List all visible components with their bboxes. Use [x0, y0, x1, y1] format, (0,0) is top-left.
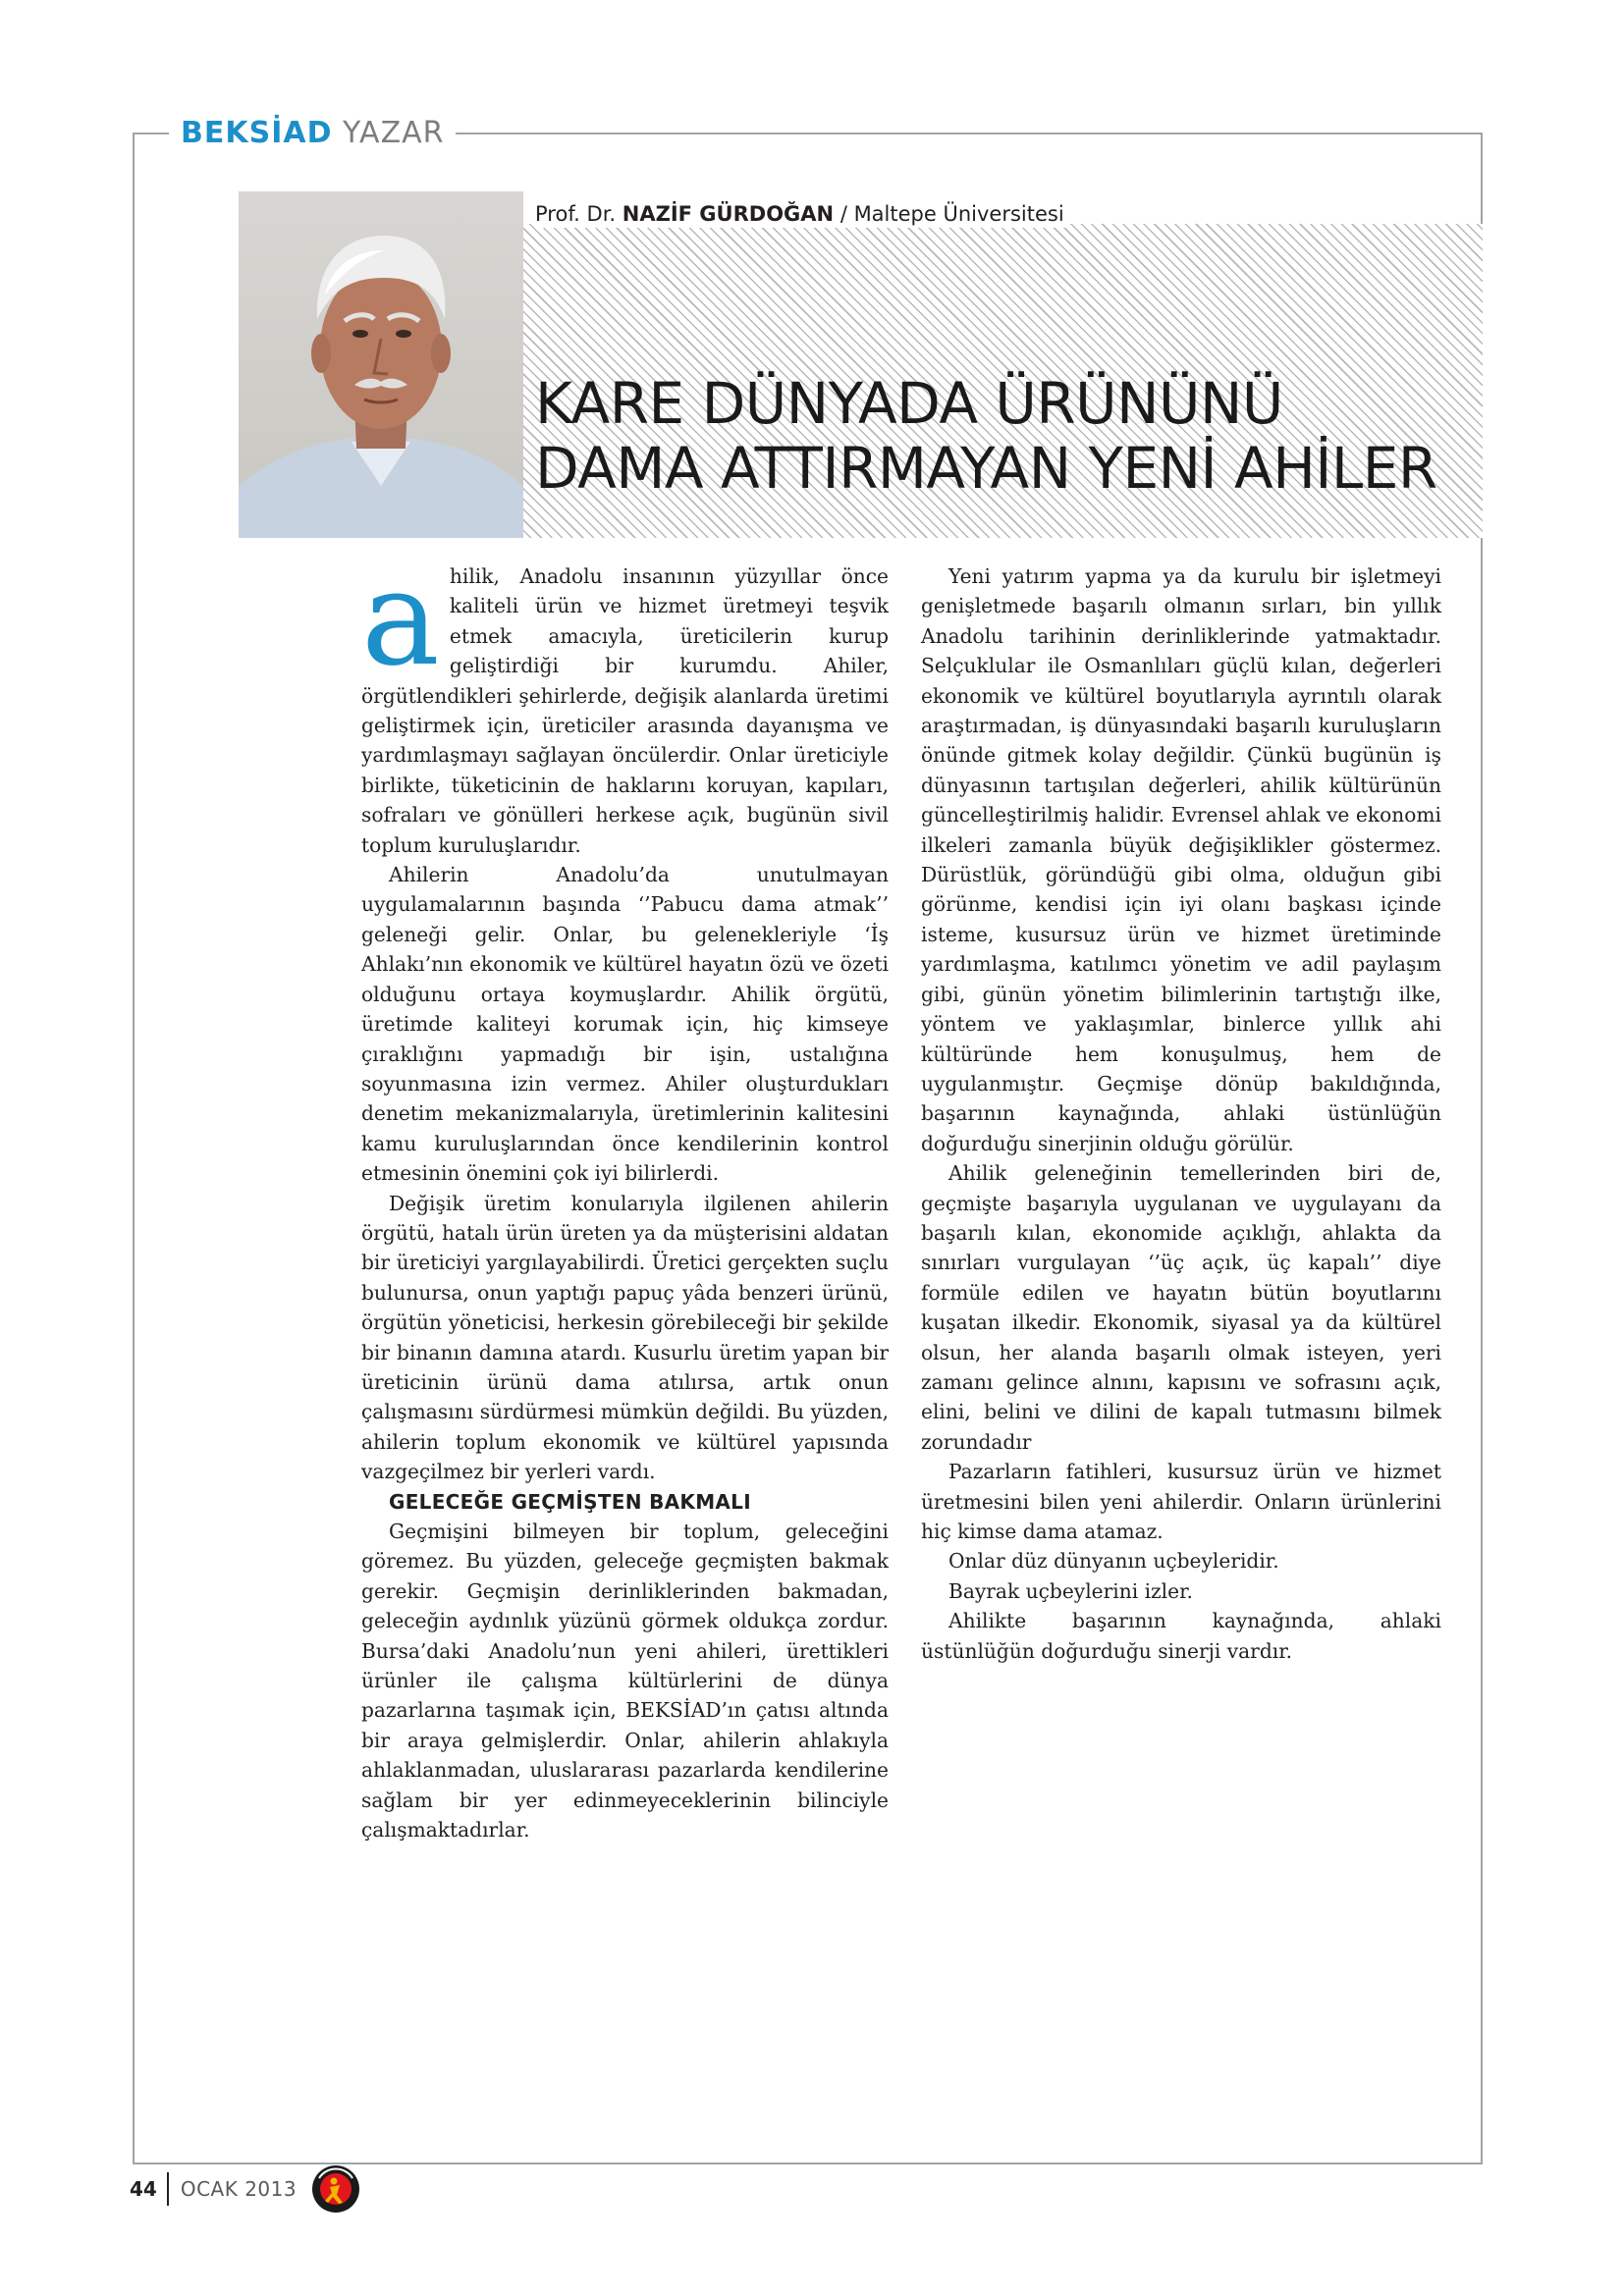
paragraph: hilik, Anadolu insanının yüzyıllar önce kaliteli ürün ve hizmet üretmeyi teşvik etmek amacıyla, üreticilerin kurup geliştirdiği bir kurumdu. Ahiler, örgütlendikleri şehirlerde, değişik alanlarda üretimi geliştirmek için, üreticiler arasında dayanışma ve yardımlaşmayı sağlayan öncülerdir. Onlar üreticiyle birlikte, tüketicinin de haklarını koruyan, kapıları, sofraları ve gönülleri herkese açık, bugünün sivil toplum kuruluşlarıdır.	[361, 564, 889, 857]
article-column-right	[921, 561, 1441, 1666]
author-photo	[239, 191, 523, 538]
paragraph: Bayrak uçbeylerini izler.	[948, 1578, 1193, 1603]
article-column-left	[361, 542, 889, 1844]
section-brand: BEKSİAD	[181, 116, 333, 150]
paragraph: Yeni yatırım yapma ya da kurulu bir işletmeyi genişletmede başarılı olmanın sırları, bin yıllık Anadolu tarihinin derinliklerinde yatmaktadır. Selçuklular ile Osmanlıları güçlü kılan, değerleri ekonomik ve kültürel boyutlarıyla ayrıntılı olarak araştırmadan, iş dünyasındaki başarılı kuruluşların önünde gitmek kolay değildir. Çünkü bugünün iş dünyasının tartışılan değerleri, ahilik kültürünün güncelleştirilmiş halidir. Evrensel ahlak ve ekonomi ilkeleri zamanla büyük değişiklikler göstermez. Dürüstlük, göründüğü gibi olma, olduğun gibi görünme, kendisi için iyi olanı başkası içinde isteme, kusursuz ürün ve hizmet üretiminde yardımlaşma, katılımcı yönetim ve adil paylaşım gibi, günün yönetim bilimlerinin tartıştığı ilke, yöntem ve yaklaşımlar, binlerce yıllık ahi kültüründe hem konuşulmuş, hem de uygulanmıştır. Geçmişe dönüp bakıldığında, başarının kaynağında, ahlaki üstünlüğün doğurduğu sinerjinin olduğu görülür.	[921, 564, 1441, 1155]
paragraph: Onlar düz dünyanın uçbeyleridir.	[948, 1549, 1279, 1574]
paragraph: Geçmişini bilmeyen bir toplum, geleceğini göremez. Bu yüzden, geleceğe geçmişten bakmak gerekir. Geçmişin derinliklerinden bakmadan, geleceğin aydınlık yüzünü görmek oldukça zordur. Bursa’daki Anadolu’nun yeni ahileri, ürettikleri ürünler ile çalışma kültürlerini de dünya pazarlarına taşımak için, BEKSİAD’ın çatısı altında bir araya gelmişlerdir. Onlar, ahilerin ahlakıyla ahlaklanmadan, uluslararası pazarlarda kendilerine sağlam bir yer edinmeyeceklerinin bilinciyle çalışmaktadırlar.	[361, 1520, 889, 1842]
footer-divider	[167, 2172, 169, 2206]
section-tag	[169, 112, 456, 155]
section-subheading: GELECEĞE GEÇMİŞTEN BAKMALI	[389, 1489, 751, 1514]
section-label: YAZAR	[343, 116, 445, 150]
paragraph: Ahilerin Anadolu’da unutulmayan uygulamalarının başında ‘’Pabucu dama atmak’’ geleneği gelir. Onlar, bu gelenekleriyle ‘İş Ahlakı’nın ekonomik ve kültürel hayatın özü ve özeti olduğunu ortaya koymuşlardır. Ahilik örgütü, üretimde kaliteyi korumak için, hiç kimseye çıraklığını yapmadığı bir işin, ustalığına soyunmasına izin vermez. Ahiler oluşturdukları denetim mekanizmalarıyla, üretimlerinin kalitesini kamu kuruluşlarından önce kendilerinin kontrol etmesinin önemini çok iyi bilirlerdi.	[361, 863, 889, 1186]
paragraph: Ahilik geleneğinin temellerinden biri de, geçmişte başarıyla uygulanan ve uygulayanı da başarılı kılan, ekonomide açıklığı, ahlakta da sınırları vurgulayan ‘’üç açık, üç kapalı’’ diye formüle edilen ve hayatın bütün boyutlarını kuşatan ilkedir. Ekonomik, siyasal ya da kültürel olsun, her alanda başarılı olmak isteyen, yeri zamanı gelince alnını, kapısını ve sofrasını açık, elini, belini ve dilini de kapalı tutmasını bilmek zorundadır	[921, 1161, 1441, 1454]
beksiad-logo-icon	[310, 2163, 361, 2215]
author-byline	[535, 200, 1070, 228]
author-title: Prof. Dr.	[535, 202, 617, 226]
paragraph: Ahilikte başarının kaynağında, ahlaki üstünlüğün doğurduğu sinerji vardır.	[921, 1609, 1441, 1663]
author-affiliation: / Maltepe Üniversitesi	[839, 202, 1064, 226]
issue-date: OCAK 2013	[180, 2177, 298, 2201]
page-footer	[130, 2169, 361, 2209]
article-headline	[535, 371, 1437, 501]
paragraph: Pazarların fatihleri, kusursuz ürün ve hizmet üretmesini bilen yeni ahilerdir. Onların ürünlerini hiç kimse dama atamaz.	[921, 1460, 1441, 1543]
paragraph: Değişik üretim konularıyla ilgilenen ahilerin örgütü, hatalı ürün üreten ya da müşterisini aldatan bir üreticiyi yargılayabilirdi. Üretici gerçekten suçlu bulunursa, onun yaptığı papuç yâda benzeri ürünü, örgütün yöneticisi, herkesin görebileceği bir şekilde bir binanın damına atardı. Kusurlu üretim yapan bir üreticinin ürünü dama atılırsa, artık onun çalışmasını sürdürmesi mümkün değildi. Bu yüzden, ahilerin toplum ekonomik ve kültürel yapısında vazgeçilmez bir yerleri vardı.	[361, 1191, 889, 1484]
page-number: 44	[130, 2177, 157, 2201]
headline-line-1: KARE DÜNYADA ÜRÜNÜNÜ	[535, 370, 1283, 437]
headline-line-2: DAMA ATTIRMAYAN YENİ AHİLER	[535, 435, 1437, 502]
author-name: NAZİF GÜRDOĞAN	[622, 202, 835, 226]
drop-cap: a	[361, 542, 440, 695]
